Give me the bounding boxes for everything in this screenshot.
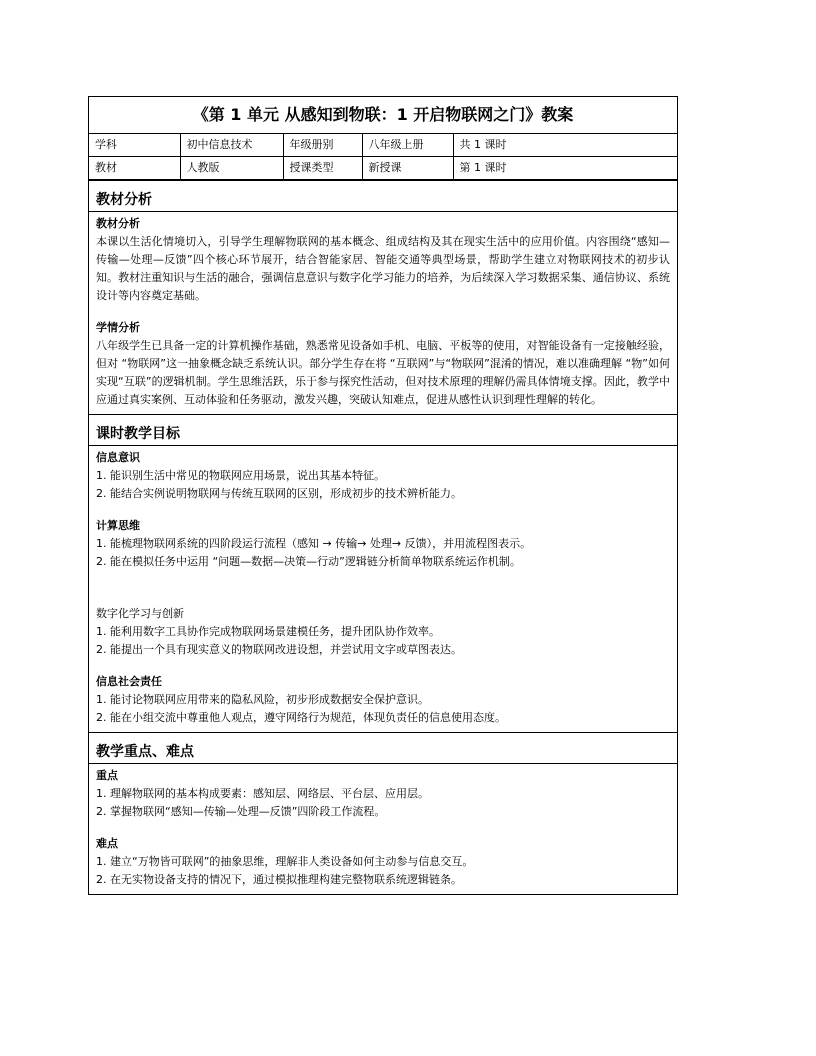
list-item: 1. 理解物联网的基本构成要素：感知层、网络层、平台层、应用层。 — [96, 787, 429, 800]
list-item: 2. 能提出一个具有现实意义的物联网改进设想，并尝试用文字或草图表达。 — [96, 643, 462, 656]
paragraph: 八年级学生已具备一定的计算机操作基础，熟悉常见设备如手机、电脑、平板等的使用，对智能设备有一定接触经验，但对 “物联网”这一抽象概念缺乏系统认识。部分学生存在将 “互联网”与“物联网”混淆的情况，难以准确理解 “物”如何实现“互联”的逻辑机制。学生思维活跃，乐于参与探究性活动，但对技术原理的理解仍需具体情境支撑。因此，教学中应通过真实案例、互动体验和任务驱动，激发兴趣，突破认知难点，促进从感性认识到理性理解的转化。 — [96, 339, 670, 406]
lesson-type-label: 授课类型 — [283, 157, 362, 180]
objectives-section — [89, 414, 677, 732]
info-row-1 — [89, 134, 677, 157]
list-item: 1. 能利用数字工具协作完成物联网场景建模任务，提升团队协作效率。 — [96, 625, 440, 638]
total-periods: 共 1 课时 — [453, 134, 677, 157]
subheading: 学情分析 — [96, 321, 140, 334]
textbook-value: 人教版 — [180, 157, 283, 180]
subheading: 难点 — [96, 837, 118, 850]
textbook-analysis-section — [89, 180, 677, 414]
course-info-table — [89, 134, 677, 180]
list-item: 2. 能在小组交流中尊重他人观点，遵守网络行为规范，体现负责任的信息使用态度。 — [96, 711, 506, 724]
section-heading: 课时教学目标 — [89, 415, 677, 446]
section-heading: 教材分析 — [89, 181, 677, 212]
key-points-section — [89, 732, 677, 894]
list-item: 2. 能结合实例说明物联网与传统互联网的区别，形成初步的技术辨析能力。 — [96, 487, 462, 500]
info-row-2 — [89, 157, 677, 180]
subheading: 数字化学习与创新 — [96, 607, 184, 620]
section-body — [89, 446, 677, 732]
current-period: 第 1 课时 — [453, 157, 677, 180]
list-item: 1. 能讨论物联网应用带来的隐私风险，初步形成数据安全保护意识。 — [96, 693, 429, 706]
list-item: 2. 在无实物设备支持的情况下，通过模拟推理构建完整物联系统逻辑链条。 — [96, 873, 462, 886]
list-item: 1. 建立“万物皆可联网”的抽象思维，理解非人类设备如何主动参与信息交互。 — [96, 855, 474, 868]
section-heading: 教学重点、难点 — [89, 733, 677, 764]
paragraph: 本课以生活化情境切入，引导学生理解物联网的基本概念、组成结构及其在现实生活中的应用价值。内容围绕“感知—传输—处理—反馈”四个核心环节展开，结合智能家居、智能交通等典型场景，帮助学生建立对物联网技术的初步认知。教材注重知识与生活的融合，强调信息意识与数字化学习能力的培养，为后续深入学习数据采集、通信协议、系统设计等内容奠定基础。 — [96, 235, 670, 302]
subheading: 信息意识 — [96, 451, 140, 464]
subject-label: 学科 — [89, 134, 180, 157]
grade-value: 八年级上册 — [362, 134, 453, 157]
list-item: 1. 能识别生活中常见的物联网应用场景，说出其基本特征。 — [96, 469, 385, 482]
subheading: 重点 — [96, 769, 118, 782]
list-item: 2. 能在模拟任务中运用 “问题—数据—决策—行动”逻辑链分析简单物联系统运作机制。 — [96, 555, 521, 568]
subject-value: 初中信息技术 — [180, 134, 283, 157]
lesson-plan-document — [88, 96, 678, 895]
section-body — [89, 212, 677, 414]
subheading: 信息社会责任 — [96, 675, 162, 688]
grade-label: 年级册别 — [283, 134, 362, 157]
textbook-label: 教材 — [89, 157, 180, 180]
document-title: 《第 1 单元 从感知到物联：1 开启物联网之门》教案 — [89, 97, 677, 134]
subheading: 计算思维 — [96, 519, 140, 532]
lesson-type-value: 新授课 — [362, 157, 453, 180]
list-item: 2. 掌握物联网“感知—传输—处理—反馈”四阶段工作流程。 — [96, 805, 386, 818]
list-item: 1. 能梳理物联网系统的四阶段运行流程（感知 → 传输→ 处理→ 反馈），并用流程图表示。 — [96, 537, 532, 550]
section-body — [89, 764, 677, 894]
subheading: 教材分析 — [96, 217, 140, 230]
